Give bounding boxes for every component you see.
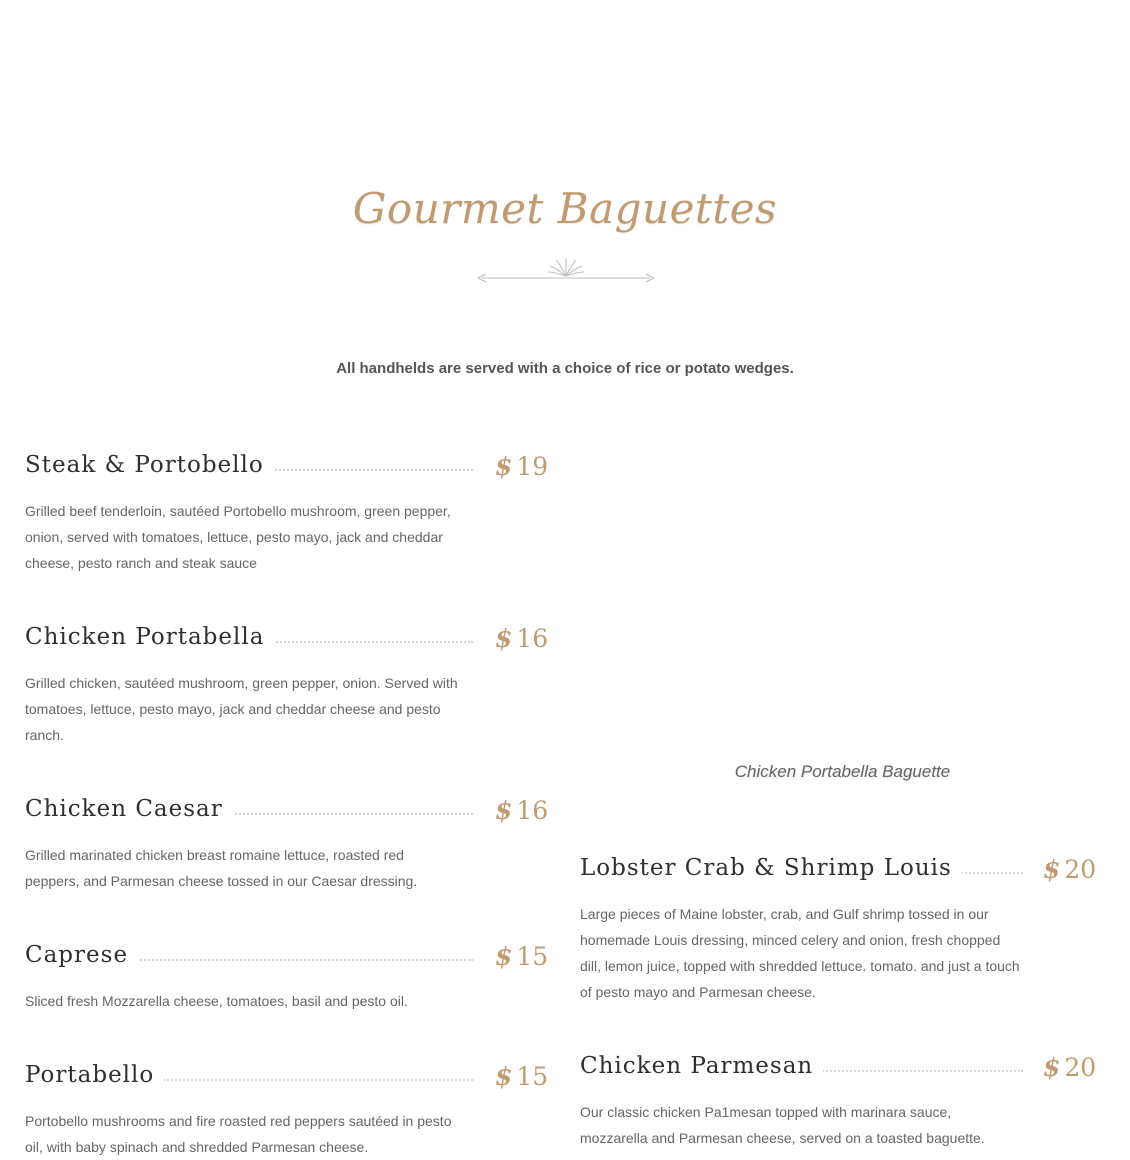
price-value: 16 [516, 796, 549, 825]
menu-item [580, 1053, 1110, 1146]
menu-item [580, 855, 1110, 1000]
item-name: Chicken Parmesan [580, 1053, 823, 1079]
menu-item [25, 624, 549, 743]
item-name: Chicken Caesar [25, 796, 233, 822]
item-name: Steak & Portobello [25, 452, 274, 478]
item-description: Portobello mushrooms and fire roasted red peppers sautéed in pesto oil, with baby spinach and shredded Parmesan cheese. [25, 1113, 452, 1155]
price-value: 20 [1064, 855, 1097, 884]
leader-dots [245, 641, 473, 643]
leader-dots [240, 469, 473, 471]
menu-item [25, 1062, 549, 1155]
currency-symbol: $ [1043, 1053, 1061, 1082]
item-name: Lobster Crab & Shrimp Louis [580, 855, 962, 881]
item-price [495, 942, 548, 971]
item-description: Sliced fresh Mozzarella cheese, tomatoes, basil and pesto oil. [25, 993, 408, 1009]
currency-symbol: $ [495, 1062, 513, 1091]
item-price [495, 452, 548, 481]
item-price [495, 796, 548, 825]
leader-dots [795, 1070, 1023, 1072]
item-name: Chicken Portabella [25, 624, 274, 650]
item-price [495, 1062, 548, 1091]
currency-symbol: $ [495, 624, 513, 653]
item-description: Large pieces of Maine lobster, crab, and Gulf shrimp tossed in our homemade Louis dressing, minced celery and onion, fresh chopped dill, lemon juice, topped with shredded lettuce. tomato. and just a touch of pesto mayo and Parmesan cheese. [580, 906, 1020, 1000]
intro-note: All handhelds are served with a choice of rice or potato wedges. [336, 360, 794, 377]
item-description: Our classic chicken Pa1mesan topped with marinara sauce, mozzarella and Parmesan cheese, served on a toasted baguette. [580, 1104, 985, 1146]
item-description: Grilled beef tenderloin, sautéed Portobello mushroom, green pepper, onion, served with tomatoes, lettuce, pesto mayo, jack and cheddar cheese, pesto ranch and steak sauce [25, 503, 451, 571]
price-value: 15 [516, 942, 549, 971]
ornament-divider-icon [476, 252, 656, 284]
leader-dots [210, 813, 473, 815]
item-price [1043, 1053, 1096, 1082]
price-value: 16 [516, 624, 549, 653]
image-caption: Chicken Portabella Baguette [734, 762, 951, 781]
section-title: Gourmet Baguettes [352, 184, 778, 233]
currency-symbol: $ [495, 796, 513, 825]
item-description: Grilled marinated chicken breast romaine lettuce, roasted red peppers, and Parmesan cheese tossed in our Caesar dressing. [25, 847, 418, 889]
leader-dots [150, 1079, 473, 1081]
menu-item [25, 796, 549, 889]
currency-symbol: $ [1043, 855, 1061, 884]
currency-symbol: $ [495, 452, 513, 481]
price-value: 19 [516, 452, 549, 481]
item-price [1043, 855, 1096, 884]
item-description: Grilled chicken, sautéed mushroom, green pepper, onion. Served with tomatoes, lettuce, pesto mayo, jack and cheddar cheese and pesto ranch. [25, 675, 458, 743]
item-name: Portabello [25, 1062, 164, 1088]
item-name: Caprese [25, 942, 138, 968]
menu-item [25, 942, 549, 1009]
price-value: 15 [516, 1062, 549, 1091]
menu-item [25, 452, 549, 571]
currency-symbol: $ [495, 942, 513, 971]
leader-dots [125, 959, 473, 961]
price-value: 20 [1064, 1053, 1097, 1082]
item-price [495, 624, 548, 653]
